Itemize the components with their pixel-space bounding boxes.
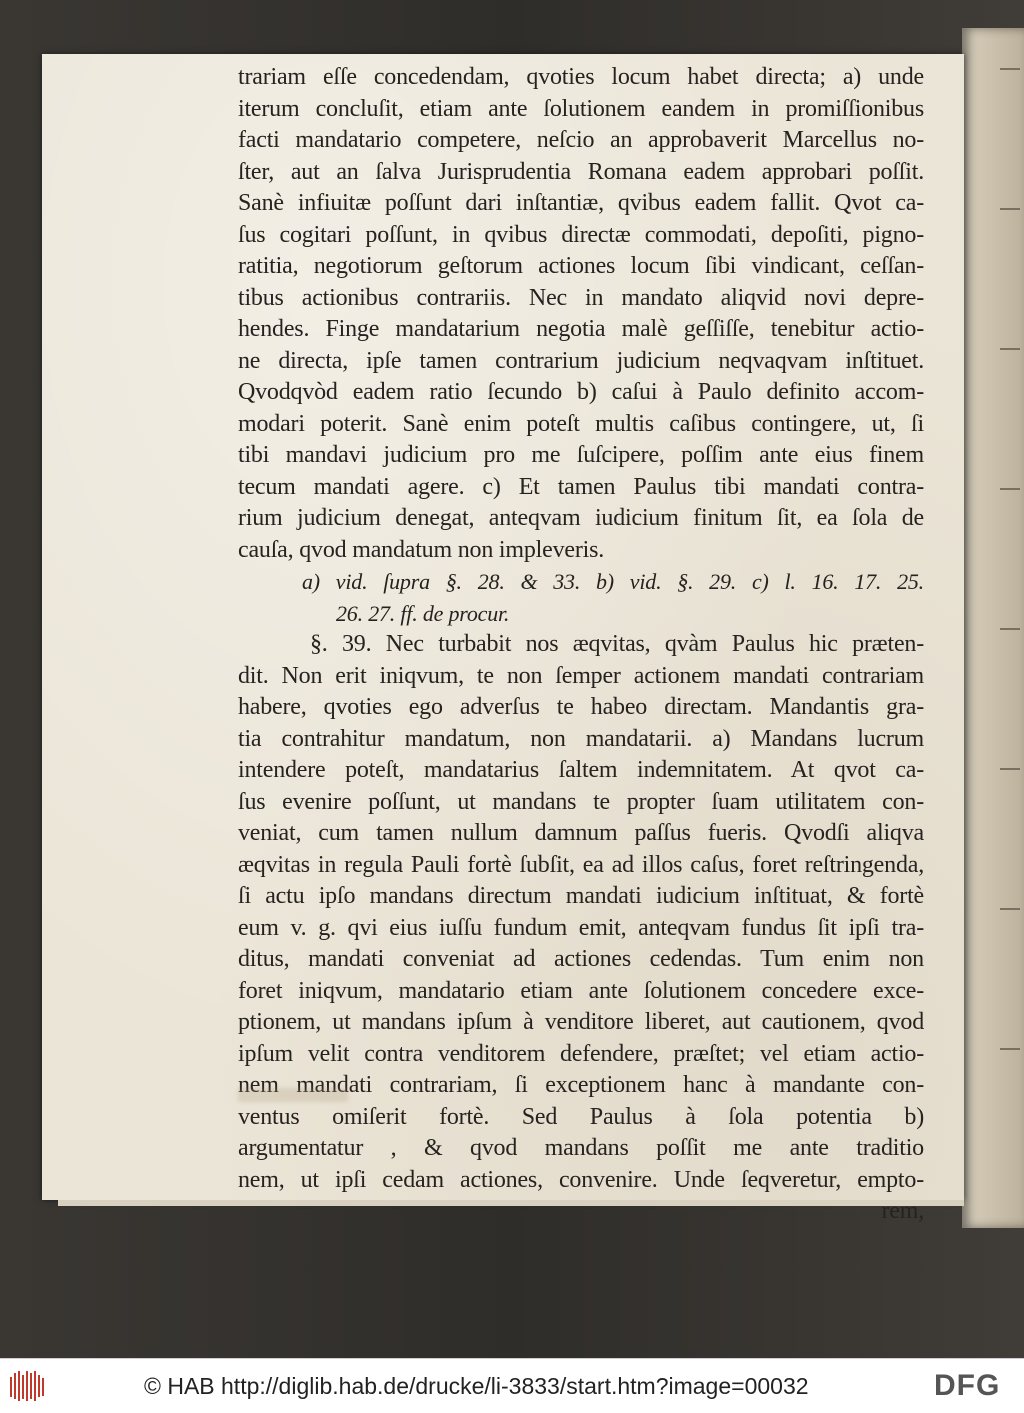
- text-line: ventus omiſerit fortè. Sed Paulus à ſola potentia b): [238, 1103, 924, 1130]
- text-line: tecum mandati agere. c) Et tamen Paulus tibi mandati contra-: [238, 473, 924, 500]
- text-line: tia contrahitur mandatum, non mandatarii. a) Mandans lucrum: [238, 725, 924, 752]
- text-line: ſus cogitari poſſunt, in qvibus directæ commodati, depoſiti, pigno-: [238, 221, 924, 248]
- text-line: rem,: [881, 1198, 924, 1224]
- text-line: æqvitas in regula Pauli fortè ſubſit, ea ad illos caſus, foret reſtringenda,: [238, 851, 924, 878]
- next-page-edge: [962, 28, 1024, 1228]
- text-line: ſter, aut an ſalva Jurisprudentia Romana eadem approbari poſſit.: [238, 158, 924, 185]
- text-line: foret iniqvum, mandatario etiam ante ſolutionem concedere exce-: [238, 977, 924, 1004]
- text-line: veniat, cum tamen nullum damnum paſſus fueris. Qvodſi aliqva: [238, 820, 924, 846]
- text-line: nem, ut ipſi cedam actiones, convenire. Unde ſeqveretur, empto-: [238, 1166, 924, 1193]
- text-line: ſi actu ipſo mandans directum mandati iudicium inſtituat, & fortè: [238, 883, 924, 909]
- text-line: habere, qvoties ego adverſus te habeo directam. Mandantis gra-: [238, 694, 924, 720]
- text-line: modari poterit. Sanè enim poteſt multis caſibus contingere, ut, ſi: [238, 410, 924, 437]
- text-line: tibus actionibus contrariis. Nec in mandato aliqvid novi depre-: [238, 284, 924, 311]
- text-line: ratitia, negotiorum geſtorum actiones locum ſibi vindicant, ceſſan-: [238, 253, 924, 279]
- text-line: rium judicium denegat, anteqvam iudicium finitum ſit, ea ſola de: [238, 505, 924, 531]
- text-line: trariam eſſe concedendam, qvoties locum habet directa; a) unde: [238, 64, 924, 90]
- copyright-url[interactable]: © HAB http://diglib.hab.de/drucke/li-3833/start.htm?image=00032: [144, 1373, 809, 1399]
- text-line: a) vid. ſupra §. 28. & 33. b) vid. §. 29. c) l. 16. 17. 25.: [302, 569, 924, 594]
- text-line: hendes. Finge mandatarium negotia malè geſſiſſe, tenebitur actio-: [238, 316, 924, 342]
- text-line: ptionem, ut mandans ipſum à venditore liberet, aut cautionem, qvod: [238, 1009, 924, 1035]
- text-line: Sanè infiuitæ poſſunt dari inſtantiæ, qvibus eadem fallit. Qvot ca-: [238, 190, 924, 216]
- text-line: ipſum velit contra venditorem defendere, præſtet; vel etiam actio-: [238, 1040, 924, 1067]
- ink-smudge: [238, 1088, 348, 1102]
- hab-logo-icon: [8, 1369, 48, 1403]
- text-line: Qvodqvòd eadem ratio ſecundo b) caſui à Paulo definito accom-: [238, 379, 924, 405]
- page-text: [238, 62, 924, 1228]
- text-line: cauſa, qvod mandatum non impleveris.: [238, 536, 605, 563]
- viewer-footer: [0, 1358, 1024, 1413]
- text-line: ſus evenire poſſunt, ut mandans te propter ſuam utilitatem con-: [238, 788, 924, 815]
- text-line: §. 39. Nec turbabit nos æqvitas, qvàm Paulus hic præten-: [310, 631, 924, 657]
- text-line: facti mandatario competere, neſcio an approbaverit Marcellus no-: [238, 127, 924, 153]
- text-line: intendere poteſt, mandatarius ſaltem indemnitatem. At qvot ca-: [238, 757, 924, 783]
- text-line: ditus, mandati conveniat ad actiones cedendas. Tum enim non: [238, 946, 924, 972]
- text-line: iterum concluſit, etiam ante ſolutionem eandem in promiſſionibus: [238, 95, 924, 122]
- text-line: tibi mandavi judicium pro me ſuſcipere, poſſim ante eius finem: [238, 442, 924, 468]
- text-line: argumentatur , & qvod mandans poſſit me ante traditio: [238, 1135, 924, 1161]
- text-line: ne directa, ipſe tamen contrarium judicium neqvaqvam inſtituet.: [238, 347, 924, 374]
- dfg-logo: DFG: [934, 1369, 1001, 1402]
- text-line: nem mandati contrariam, ſi exceptionem hanc à mandante con-: [238, 1072, 924, 1098]
- text-line: 26. 27. ff. de procur.: [336, 600, 510, 626]
- text-line: dit. Non erit iniqvum, te non ſemper actionem mandati contrariam: [238, 662, 924, 689]
- text-line: eum v. g. qvi eius iuſſu fundum emit, anteqvam fundus ſit ipſi tra-: [238, 914, 924, 941]
